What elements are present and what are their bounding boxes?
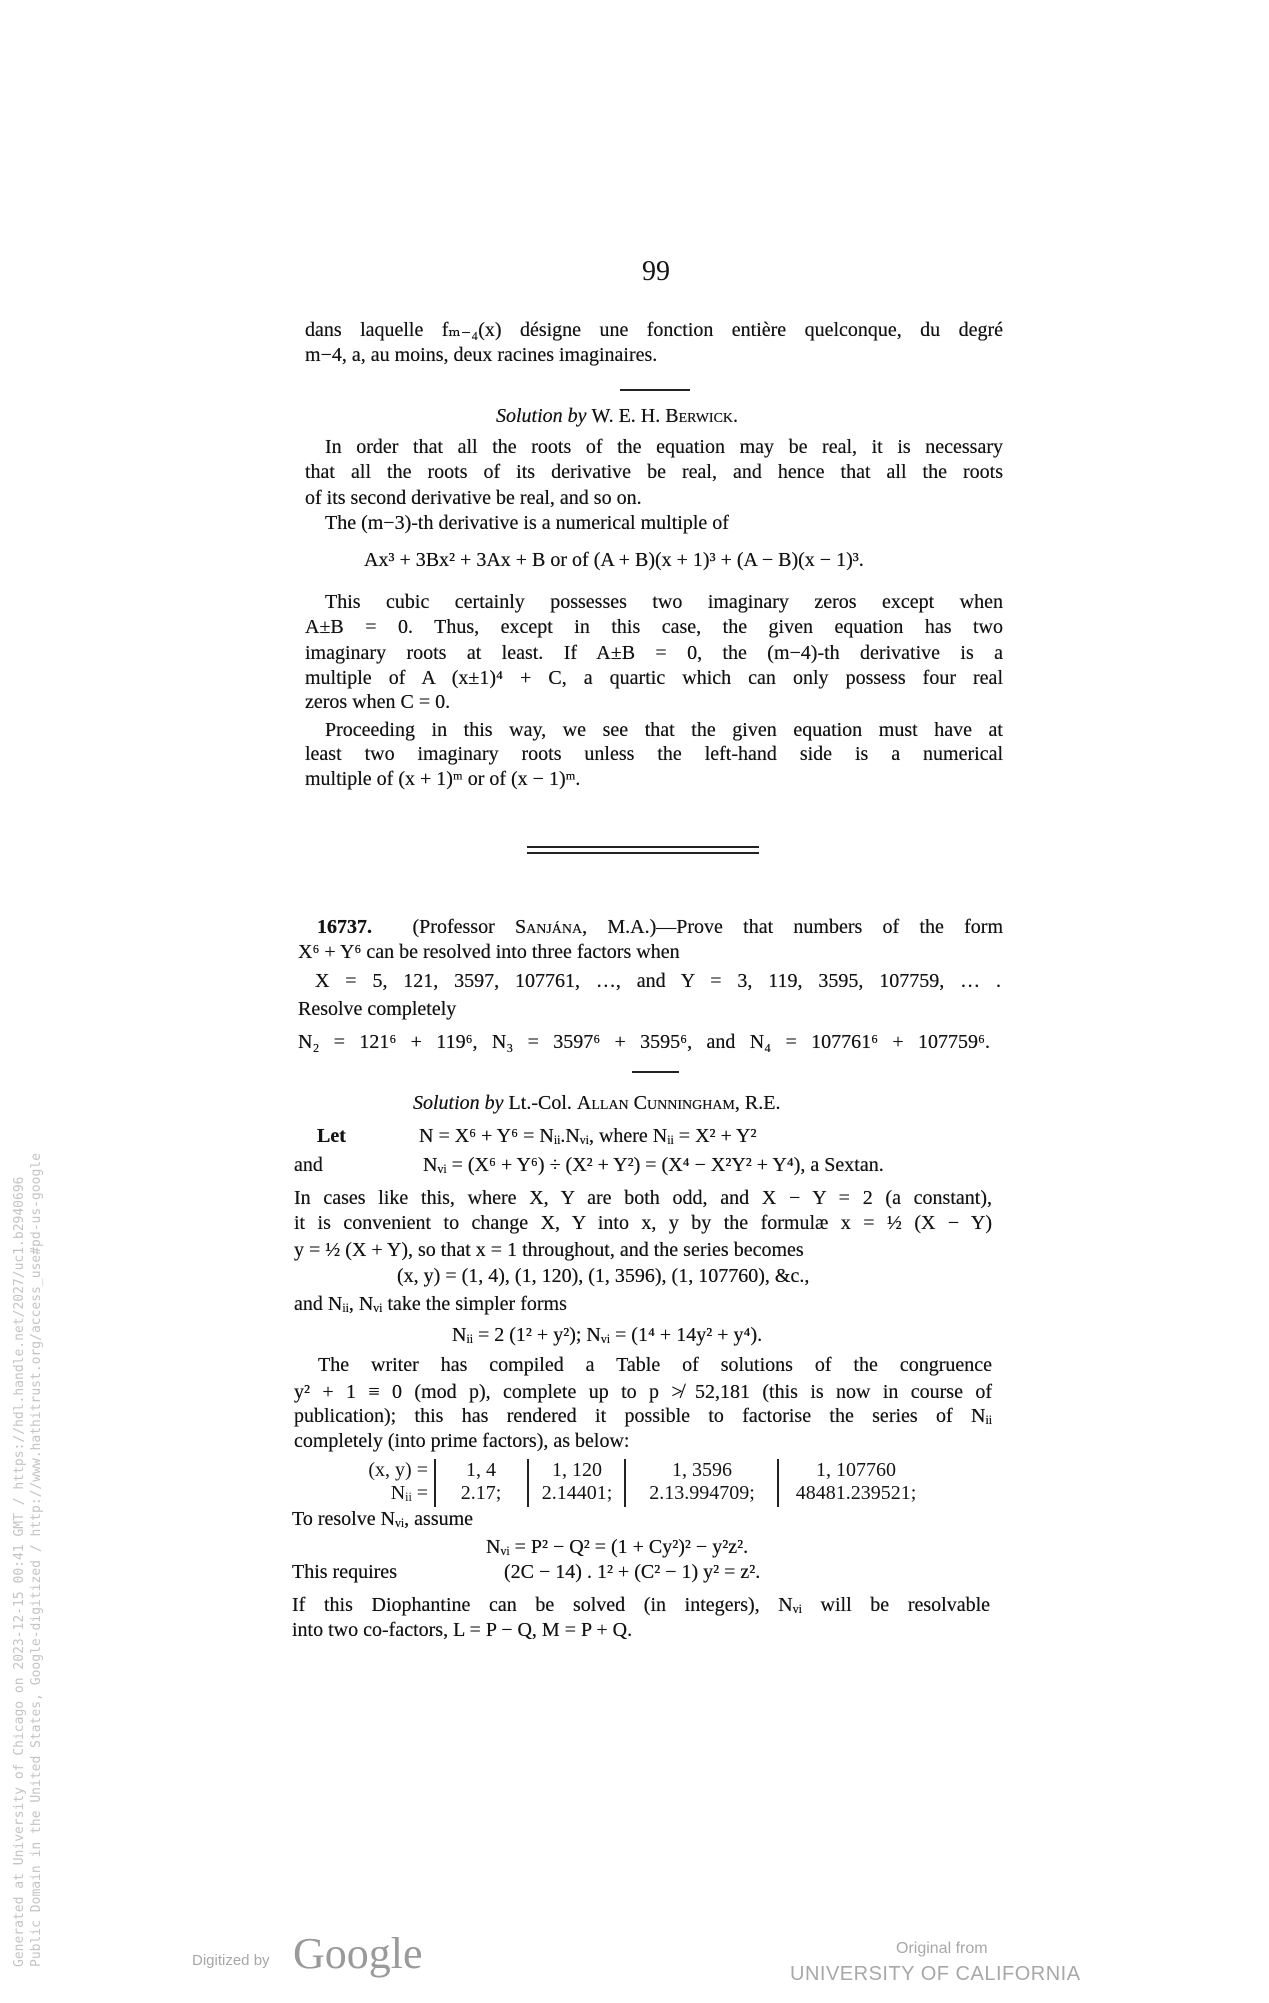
text-line: it is convenient to change X, Y into x, y by the formulæ x = ½ (X − Y) — [294, 1212, 992, 1234]
solution-by-label: Solution by — [413, 1092, 504, 1114]
text-line: into two co-factors, L = P − Q, M = P + Q. — [292, 1619, 633, 1641]
column-separator — [777, 1459, 779, 1507]
text-line: y² + 1 ≡ 0 (mod p), complete up to p ≯ 52,181 (this is now in course of — [294, 1381, 992, 1403]
double-rule-top — [527, 846, 759, 848]
page-number: 99 — [642, 256, 670, 287]
table-cell: 2.13.994709; — [649, 1482, 755, 1504]
original-from-label: Original from — [896, 1940, 988, 1957]
table-cell: 1, 3596 — [672, 1459, 732, 1481]
column-separator — [624, 1459, 626, 1507]
text-line: dans laquelle fₘ₋₄(x) désigne une fonction entière quelconque, du degré — [305, 319, 1003, 341]
table-cell: 1, 4 — [466, 1459, 496, 1481]
table-cell: 2.17; — [460, 1482, 502, 1504]
text-line: To resolve Nᵥᵢ, assume — [292, 1508, 474, 1530]
equation: Ax³ + 3Bx² + 3Ax + B or of (A + B)(x + 1)³ + (A − B)(x − 1)³. — [364, 549, 864, 571]
text-line: and Nᵢᵢ, Nᵥᵢ take the simpler forms — [294, 1293, 567, 1315]
text-line: The writer has compiled a Table of solutions of the congruence — [318, 1354, 992, 1376]
text-line: completely (into prime factors), as below: — [294, 1430, 630, 1452]
text-line: least two imaginary roots unless the left-hand side is a numerical — [305, 743, 1003, 765]
text-line: of its second derivative be real, and so on. — [305, 487, 642, 509]
solution-heading — [496, 404, 738, 429]
text-line: m−4, a, au moins, deux racines imaginaires. — [305, 344, 658, 366]
column-separator — [527, 1459, 529, 1507]
text-line: multiple of (x + 1)ᵐ or of (x − 1)ᵐ. — [305, 768, 581, 790]
let-label: Let — [317, 1125, 346, 1147]
and-label: and — [294, 1154, 323, 1176]
question-number: 16737. — [317, 916, 372, 938]
google-logo: Google — [293, 1929, 423, 1978]
text-line: y = ½ (X + Y), so that x = 1 throughout, and the series becomes — [294, 1239, 804, 1261]
divider — [632, 1071, 679, 1073]
text-line: A±B = 0. Thus, except in this case, the given equation has two — [305, 616, 1003, 638]
equation: (2C − 14) . 1² + (C² − 1) y² = z². — [504, 1561, 761, 1583]
text-line: imaginary roots at least. If A±B = 0, the (m−4)-th derivative is a — [305, 642, 1003, 664]
table-cell: 48481.239521; — [795, 1482, 917, 1504]
equation: N₂ = 121⁶ + 119⁶, N₃ = 3597⁶ + 3595⁶, and N₄ = 107761⁶ + 107759⁶. — [298, 1031, 990, 1053]
question-line — [317, 915, 1003, 940]
text-line: zeros when C = 0. — [305, 691, 451, 713]
equation: (x, y) = (1, 4), (1, 120), (1, 3596), (1, 107760), &c., — [397, 1265, 810, 1287]
equation: Nᵥᵢ = (X⁶ + Y⁶) ÷ (X² + Y²) = (X⁴ − X²Y² + Y⁴), a Sextan. — [423, 1154, 884, 1176]
table-cell: 2.14401; — [541, 1482, 613, 1504]
double-rule-bottom — [527, 852, 759, 854]
equation: Nᵥᵢ = P² − Q² = (1 + Cy²)² − y²z². — [486, 1536, 749, 1558]
solution-author: W. E. H. Berwick. — [591, 405, 739, 427]
text-line: Resolve completely — [298, 998, 457, 1020]
divider — [620, 389, 690, 391]
author-prefix: Lt.-Col. — [508, 1092, 572, 1114]
solution-by-label: Solution by — [496, 405, 587, 427]
proposer: Sanjána — [514, 916, 583, 938]
text-span: (Professor — [412, 916, 515, 938]
watermark-line: Public Domain in the United States, Google-digitized / http://www.hathitrust.org/access_use#pd-us-google — [29, 1153, 44, 1967]
text-line: Proceeding in this way, we see that the given equation must have at — [325, 719, 1003, 741]
text-line: that all the roots of its derivative be real, and hence that all the roots — [305, 461, 1003, 483]
text-line: The (m−3)-th derivative is a numerical multiple of — [325, 512, 729, 534]
text-line: multiple of A (x±1)⁴ + C, a quartic which can only possess four real — [305, 667, 1003, 689]
requires-label: This requires — [292, 1561, 397, 1583]
text-span: , M.A.)—Prove that numbers of the form — [582, 916, 1004, 938]
text-line: This cubic certainly possesses two imaginary zeros except when — [325, 591, 1003, 613]
institution-label: UNIVERSITY OF CALIFORNIA — [790, 1963, 1081, 1985]
row-label-nii: Nᵢᵢ = — [390, 1482, 428, 1504]
equation: Nᵢᵢ = 2 (1² + y²); Nᵥᵢ = (1⁴ + 14y² + y⁴). — [452, 1324, 763, 1346]
text-line: In order that all the roots of the equation may be real, it is necessary — [325, 436, 1003, 458]
equation: N = X⁶ + Y⁶ = Nᵢᵢ.Nᵥᵢ, where Nᵢᵢ = X² + Y² — [419, 1125, 757, 1147]
text-line: publication); this has rendered it possible to factorise the series of Nᵢᵢ — [294, 1405, 992, 1427]
watermark-line: Generated at University of Chicago on 2023-12-15 00:41 GMT / https://hdl.handle.net/2027/uc1.b2940696 — [12, 1176, 27, 1967]
table-cell: 1, 107760 — [816, 1459, 896, 1481]
solution-author: Allan Cunningham, R.E. — [576, 1092, 781, 1114]
hathitrust-watermark — [11, 967, 45, 1967]
text-line: X⁶ + Y⁶ can be resolved into three factors when — [298, 941, 680, 963]
row-label-xy: (x, y) = — [368, 1459, 428, 1481]
column-separator — [434, 1459, 436, 1507]
equation: X = 5, 121, 3597, 107761, …, and Y = 3, 119, 3595, 107759, … . — [315, 970, 1001, 992]
solution-heading — [413, 1091, 780, 1116]
text-line: If this Diophantine can be solved (in integers), Nᵥᵢ will be resolvable — [292, 1594, 990, 1616]
table-cell: 1, 120 — [552, 1459, 602, 1481]
text-line: In cases like this, where X, Y are both odd, and X − Y = 2 (a constant), — [294, 1187, 992, 1209]
digitized-by-label: Digitized by — [192, 1952, 270, 1969]
